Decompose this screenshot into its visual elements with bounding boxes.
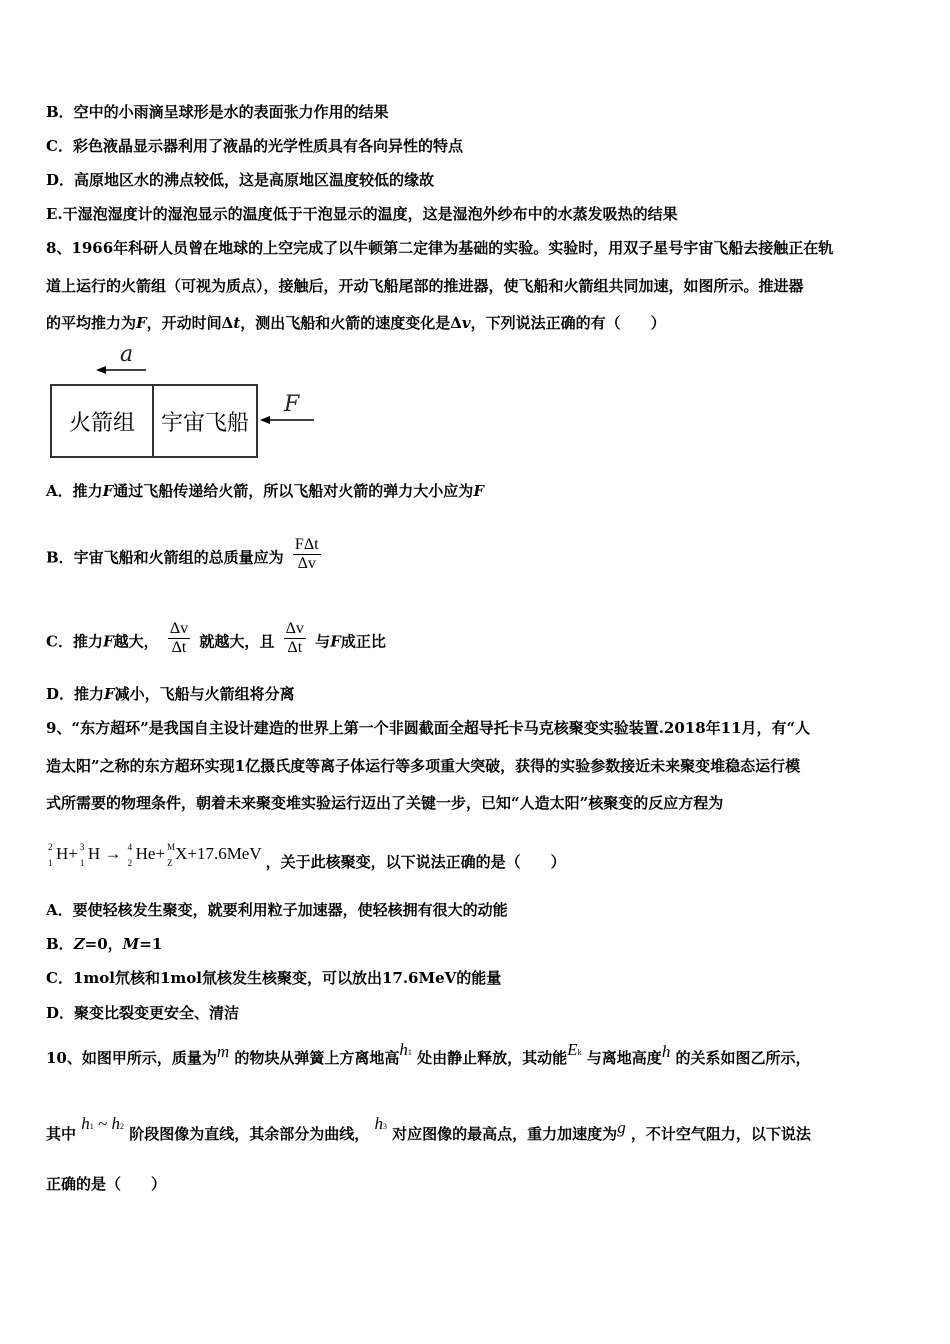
force-arrowhead xyxy=(260,416,270,424)
q9-option-b: B．Z=0，M=1 xyxy=(46,935,163,953)
q10-stem-line2: 其中 h1 ~ h2 阶段图像为直线，其余部分为曲线， h3 对应图像的最高点，重力加速度为g ，不计空气阻力，以下说法 xyxy=(46,1114,811,1143)
q9-stem-line2: 造太阳”之称的东方超环实现1亿摄氏度等离子体运行等多项重大突破，获得的实验参数接近未来聚变堆稳态运行模 xyxy=(46,757,801,775)
rocket-group-box: 火箭组 xyxy=(50,384,154,458)
q9-stem-line1: 9、“东方超环”是我国自主设计建造的世界上第一个非圆截面全超导托卡马克核聚变实验装置.2018年11月，有“人 xyxy=(46,719,811,737)
q7-option-d: D．高原地区水的沸点较低，这是高原地区温度较低的缘故 xyxy=(46,171,435,189)
q8-stem-line2: 道上运行的火箭组（可视为质点），接触后，开动飞船尾部的推进器，使飞船和火箭组共同加速，如图所示。推进器 xyxy=(46,277,804,295)
q10-stem-line3: 正确的是（ ） xyxy=(46,1175,167,1193)
q9-stem-line4: ，关于此核聚变，以下说法正确的是（ ） xyxy=(265,852,566,871)
q7-option-b: B．空中的小雨滴呈球形是水的表面张力作用的结果 xyxy=(46,103,389,121)
q7-option-e: E.干湿泡湿度计的湿泡显示的温度低于干泡显示的温度，这是湿泡外纱布中的水蒸发吸热的结果 xyxy=(46,205,678,223)
rocket-spacecraft-diagram xyxy=(46,342,326,462)
acceleration-arrowhead xyxy=(96,366,106,374)
q9-option-a: A．要使轻核发生聚变，就要利用粒子加速器，使轻核拥有很大的动能 xyxy=(46,901,508,919)
fraction-dv-over-dt-2: $\frac{\Delta v}{\Delta t}$ xyxy=(285,620,304,656)
q10-stem-line1: 10、如图甲所示，质量为m 的物块从弹簧上方离地高h1 处由静止释放，其动能Ek 与离地高度h 的关系如图乙所示， xyxy=(46,1040,811,1067)
fraction-dv-over-dt: $\frac{\Delta v}{\Delta t}$ xyxy=(169,620,189,656)
q7-option-c: C．彩色液晶显示器利用了液晶的光学性质具有各向异性的特点 xyxy=(46,137,463,155)
q9-option-d: D．聚变比裂变更安全、清洁 xyxy=(46,1004,240,1022)
force-label: F xyxy=(284,392,300,417)
q8-stem-line3: 的平均推力为F，开动时间Δt，测出飞船和火箭的速度变化是Δv，下列说法正确的有（ ） xyxy=(46,314,666,332)
q8-option-a: A．推力F通过飞船传递给火箭，所以飞船对火箭的弹力大小应为F xyxy=(46,482,484,500)
q9-option-c: C．1mol氘核和1mol氚核发生核聚变，可以放出17.6MeV的能量 xyxy=(46,969,502,987)
fraction-f-dt-over-dv: $\frac{\text{FΔt}}{\Delta v}$ xyxy=(294,536,319,572)
acceleration-label: a xyxy=(120,342,134,367)
spacecraft-box: 宇宙飞船 xyxy=(152,384,258,458)
q8-option-b: B．宇宙飞船和火箭组的总质量应为 $\frac{\text{FΔt}}{\Delta v}$ xyxy=(46,536,319,572)
q9-stem-line3: 式所需要的物理条件，朝着未来聚变堆实验运行迈出了关键一步，已知“人造太阳”核聚变的反应方程为 xyxy=(46,794,724,812)
nuclear-fusion-equation: 2 1 H+ 3 1 H → 4 2 He+ M Z X+17.6MeV ，关于此核聚变，以下说法正确的是（ ） xyxy=(48,842,566,871)
q8-option-c: C．推力F越大， $\frac{\Delta v}{\Delta t}$ 就越大，且 $\frac{\Delta v}{\Delta t}$ 与F成正比 xyxy=(46,620,386,656)
q8-option-d: D．推力F减小，飞船与火箭组将分离 xyxy=(46,685,295,703)
q8-stem-line1: 8、1966年科研人员曾在地球的上空完成了以牛顿第二定律为基础的实验。实验时，用双子星号宇宙飞船去接触正在轨 xyxy=(46,239,834,257)
